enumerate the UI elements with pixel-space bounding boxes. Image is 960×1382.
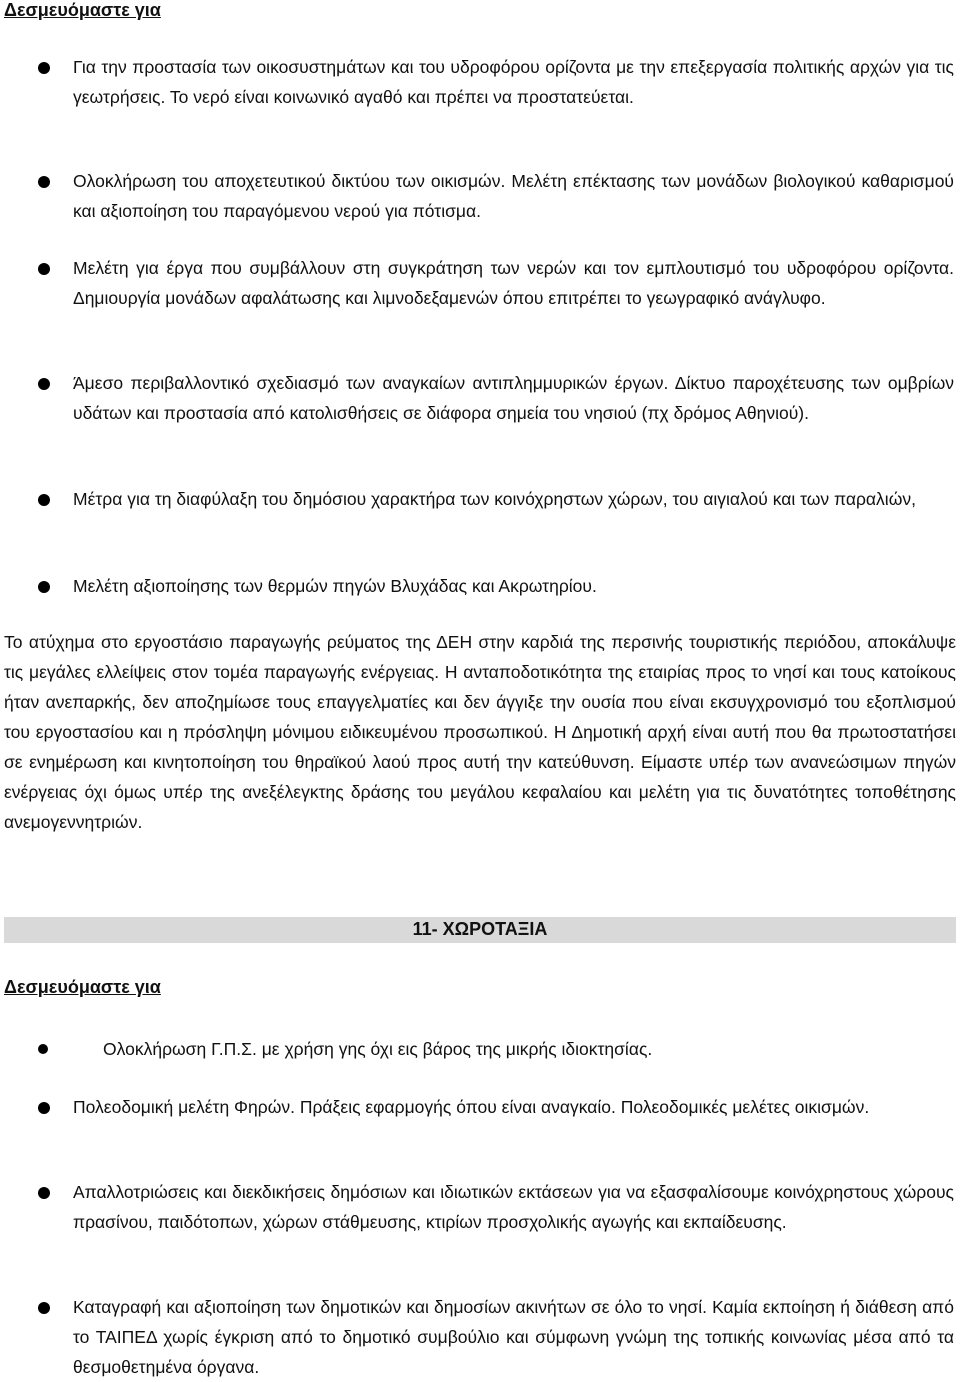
section-heading: Δεσμευόμαστε για [4, 0, 161, 20]
bullet-icon [38, 1102, 50, 1114]
bullet-icon [38, 494, 50, 506]
list-item [0, 484, 958, 514]
list-item [0, 52, 958, 112]
bullet-icon [38, 62, 50, 74]
list-item [0, 368, 958, 428]
bullet-icon [38, 378, 50, 390]
bullet-icon [38, 1302, 50, 1314]
list-item-text: Απαλλοτριώσεις και διεκδικήσεις δημόσιων και ιδιωτικών εκτάσεων για να εξασφαλίσουμε κοινόχρηστους χώρους πρασίνου, παιδότοπων, χώρων στάθμευσης, κτιρίων προσχολικής αγωγής και εκπαίδευσης. [73, 1182, 954, 1232]
section-title: 11- ΧΩΡΟΤΑΞΙΑ [412, 919, 548, 939]
list-item-text: Πολεοδομική μελέτη Φηρών. Πράξεις εφαρμογής όπου είναι αναγκαίο. Πολεοδομικές μελέτες οικισμών. [73, 1097, 870, 1117]
list-item-text: Μελέτη αξιοποίησης των θερμών πηγών Βλυχάδας και Ακρωτηρίου. [73, 576, 597, 596]
list-item [0, 1177, 958, 1237]
list-item-text: Ολοκλήρωση του αποχετευτικού δικτύου των οικισμών. Μελέτη επέκτασης των μονάδων βιολογικού καθαρισμού και αξιοποίηση του παραγόμενου νερού για πότισμα. [73, 171, 954, 221]
list-item-text: Καταγραφή και αξιοποίηση των δημοτικών και δημοσίων ακινήτων σε όλο το νησί. Καμία εκποίηση ή διάθεση από το ΤΑΙΠΕΔ χωρίς έγκριση από το δημοτικό συμβούλιο και σύμφωνη γνώμη της τοπικής κοινωνίας μέσα από τα θεσμοθετημένα όργανα. [73, 1297, 954, 1377]
bullet-icon [38, 263, 50, 275]
list-item-text: Μελέτη για έργα που συμβάλλουν στη συγκράτηση των νερών και τον εμπλουτισμό του υδροφόρου ορίζοντα. Δημιουργία μονάδων αφαλάτωσης και λιμνοδεξαμενών όπου επιτρέπει το γεωγραφικό ανάγλυφο. [73, 258, 954, 308]
bullet-icon [38, 1044, 48, 1054]
list-item-text: Για την προστασία των οικοσυστημάτων και του υδροφόρου ορίζοντα με την επεξεργασία πολιτικής αρχών για τις γεωτρήσεις. Το νερό είναι κοινωνικό αγαθό και πρέπει να προστατεύεται. [73, 57, 954, 107]
bullet-icon [38, 581, 50, 593]
list-item [0, 253, 958, 313]
list-item [0, 571, 958, 601]
section-heading: Δεσμευόμαστε για [4, 977, 161, 997]
bullet-icon [38, 176, 50, 188]
bullet-icon [38, 1187, 50, 1199]
list-item [0, 1292, 958, 1382]
list-item [0, 1034, 958, 1064]
list-item-text: Άμεσο περιβαλλοντικό σχεδιασμό των αναγκαίων αντιπλημμυρικών έργων. Δίκτυο παροχέτευσης των ομβρίων υδάτων και προστασία από κατολισθήσεις σε διάφορα σημεία του νησιού (πχ δρόμος Αθηνιού). [73, 373, 954, 423]
body-paragraph: Το ατύχημα στο εργοστάσιο παραγωγής ρεύματος της ΔΕΗ στην καρδιά της περσινής τουριστικής περιόδου, αποκάλυψε τις μεγάλες ελλείψεις στον τομέα παραγωγής ενέργειας. Η ανταποδοτικότητα της εταιρίας προς το νησί και τους κατοίκους ήταν ανεπαρκής, δεν αποζημίωσε τους επαγγελματίες και δεν άγγιξε την ουσία που είναι εκσυγχρονισμό του εξοπλισμού του εργοστασίου και η πρόσληψη μόνιμου ειδικευμένου προσωπικού. Η Δημοτική αρχή είναι αυτή που θα πρωτοστατήσει σε ενημέρωση και κινητοποίηση του θηραϊκού λαού προς αυτή την κατεύθυνση. Είμαστε υπέρ των ανανεώσιμων πηγών ενέργειας όχι όμως υπέρ της ανεξέλεγκτης δράσης του μεγάλου κεφαλαίου και μελέτη για τις δυνατότητες τοποθέτησης ανεμογεννητριών. [4, 632, 956, 832]
list-item-text: Μέτρα για τη διαφύλαξη του δημόσιου χαρακτήρα των κοινόχρηστων χώρων, του αιγιαλού και των παραλιών, [73, 489, 916, 509]
list-item-text: Ολοκλήρωση Γ.Π.Σ. με χρήση γης όχι εις βάρος της μικρής ιδιοκτησίας. [103, 1039, 653, 1059]
list-item [0, 166, 958, 226]
list-item [0, 1092, 958, 1122]
